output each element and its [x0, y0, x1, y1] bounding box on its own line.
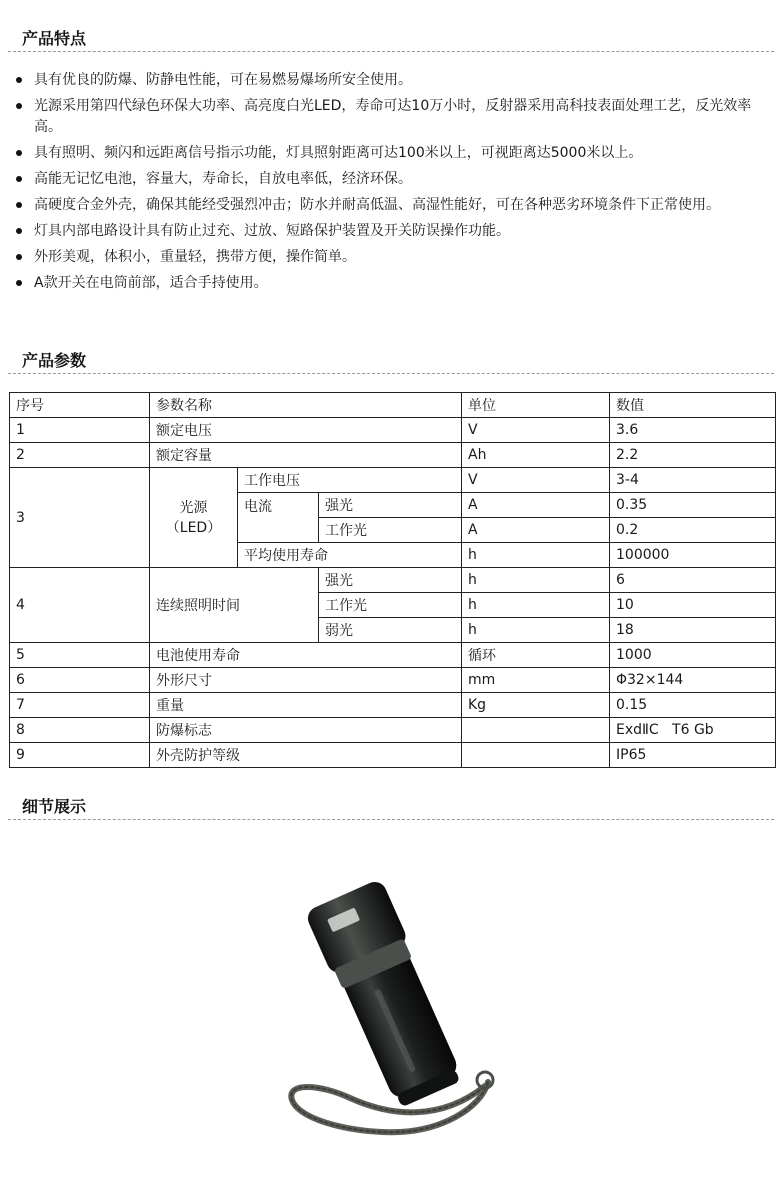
- feature-text: 具有优良的防爆、防静电性能，可在易燃易爆场所安全使用。: [34, 72, 412, 88]
- cell-value: 0.2: [610, 518, 776, 543]
- cell-group-lighting-time: 连续照明时间: [150, 568, 319, 643]
- bullet-icon: [16, 280, 22, 286]
- cell-seq: 5: [10, 643, 150, 668]
- cell-value: 2.2: [610, 443, 776, 468]
- table-header-row: [10, 393, 776, 418]
- cell-unit: Ah: [462, 443, 610, 468]
- table-row: [10, 418, 776, 443]
- cell-unit: V: [462, 418, 610, 443]
- cell-unit: [462, 718, 610, 743]
- cell-subname: 强光: [319, 493, 462, 518]
- flashlight-photo: [280, 860, 520, 1180]
- table-row: [10, 643, 776, 668]
- cell-subname: 工作光: [319, 593, 462, 618]
- cell-value: Φ32×144: [610, 668, 776, 693]
- cell-unit: mm: [462, 668, 610, 693]
- table-row: [10, 668, 776, 693]
- cell-unit: V: [462, 468, 610, 493]
- feature-item: [14, 273, 772, 294]
- feature-item: [14, 96, 772, 138]
- table-row: [10, 468, 776, 493]
- cell-group-light-source: [150, 468, 238, 568]
- detail-section-title: 细节展示: [22, 797, 87, 816]
- cell-seq: 4: [10, 568, 150, 643]
- cell-value: ExdⅡC T6 Gb: [610, 718, 776, 743]
- cell-unit: 循环: [462, 643, 610, 668]
- cell-seq: 8: [10, 718, 150, 743]
- table-row: [10, 718, 776, 743]
- cell-seq: 9: [10, 743, 150, 768]
- cell-value: 6: [610, 568, 776, 593]
- cell-subname: 工作电压: [238, 468, 462, 493]
- header-seq: 序号: [10, 393, 150, 418]
- cell-unit: A: [462, 493, 610, 518]
- features-section-title: 产品特点: [22, 29, 87, 48]
- cell-subname: 弱光: [319, 618, 462, 643]
- cell-name: 外形尺寸: [150, 668, 462, 693]
- feature-item: [14, 221, 772, 242]
- cell-unit: h: [462, 543, 610, 568]
- feature-text: 高硬度合金外壳，确保其能经受强烈冲击；防水并耐高低温、高湿性能好，可在各种恶劣环境条件下正常使用。: [34, 197, 720, 213]
- cell-name: 重量: [150, 693, 462, 718]
- cell-subname: 工作光: [319, 518, 462, 543]
- feature-text: 灯具内部电路设计具有防止过充、过放、短路保护装置及开关防误操作功能。: [34, 223, 510, 239]
- cell-seq: 2: [10, 443, 150, 468]
- table-row: [10, 693, 776, 718]
- header-name: 参数名称: [150, 393, 462, 418]
- cell-unit: A: [462, 518, 610, 543]
- feature-text: 外形美观，体积小，重量轻，携带方便，操作简单。: [34, 249, 356, 265]
- cell-value: 18: [610, 618, 776, 643]
- cell-unit: [462, 743, 610, 768]
- cell-value: 0.35: [610, 493, 776, 518]
- bullet-icon: [16, 150, 22, 156]
- cell-value: 1000: [610, 643, 776, 668]
- params-divider: [8, 373, 774, 374]
- bullet-icon: [16, 202, 22, 208]
- feature-item: [14, 143, 772, 164]
- params-section-title: 产品参数: [22, 351, 87, 370]
- cell-name: 电池使用寿命: [150, 643, 462, 668]
- bullet-icon: [16, 103, 22, 109]
- features-divider: [8, 51, 774, 52]
- bullet-icon: [16, 254, 22, 260]
- cell-name: 外壳防护等级: [150, 743, 462, 768]
- cell-unit: h: [462, 593, 610, 618]
- cell-seq: 7: [10, 693, 150, 718]
- table-row: [10, 443, 776, 468]
- cell-value: 10: [610, 593, 776, 618]
- cell-value: 3.6: [610, 418, 776, 443]
- cell-unit: h: [462, 618, 610, 643]
- bullet-icon: [16, 228, 22, 234]
- cell-current-label: 电流: [238, 493, 319, 543]
- feature-text: A款开关在电筒前部，适合手持使用。: [34, 275, 268, 291]
- cell-subname: 强光: [319, 568, 462, 593]
- cell-value: 100000: [610, 543, 776, 568]
- cell-seq: 6: [10, 668, 150, 693]
- cell-name: 额定容量: [150, 443, 462, 468]
- cell-name: 防爆标志: [150, 718, 462, 743]
- features-list: [14, 70, 772, 299]
- cell-value: IP65: [610, 743, 776, 768]
- flashlight-icon: [280, 860, 520, 1180]
- group-label-line2: （LED）: [165, 519, 222, 536]
- feature-text: 具有照明、频闪和远距离信号指示功能，灯具照射距离可达100米以上，可视距离达5000米以上。: [34, 145, 643, 161]
- params-table: [9, 392, 776, 768]
- header-value: 数值: [610, 393, 776, 418]
- group-label-line1: 光源: [179, 499, 208, 516]
- header-unit: 单位: [462, 393, 610, 418]
- feature-item: [14, 195, 772, 216]
- table-row: [10, 568, 776, 593]
- feature-item: [14, 247, 772, 268]
- feature-text: 高能无记忆电池，容量大，寿命长，自放电率低，经济环保。: [34, 171, 412, 187]
- cell-unit: h: [462, 568, 610, 593]
- cell-subname: 平均使用寿命: [238, 543, 462, 568]
- feature-item: [14, 169, 772, 190]
- cell-unit: Kg: [462, 693, 610, 718]
- cell-seq: 3: [10, 468, 150, 568]
- bullet-icon: [16, 77, 22, 83]
- cell-seq: 1: [10, 418, 150, 443]
- table-row: [10, 743, 776, 768]
- cell-value: 3-4: [610, 468, 776, 493]
- feature-text: 光源采用第四代绿色环保大功率、高亮度白光LED，寿命可达10万小时，反射器采用高科技表面处理工艺，反光效率高。: [34, 98, 752, 135]
- bullet-icon: [16, 176, 22, 182]
- detail-divider: [8, 819, 774, 820]
- cell-value: 0.15: [610, 693, 776, 718]
- feature-item: [14, 70, 772, 91]
- cell-name: 额定电压: [150, 418, 462, 443]
